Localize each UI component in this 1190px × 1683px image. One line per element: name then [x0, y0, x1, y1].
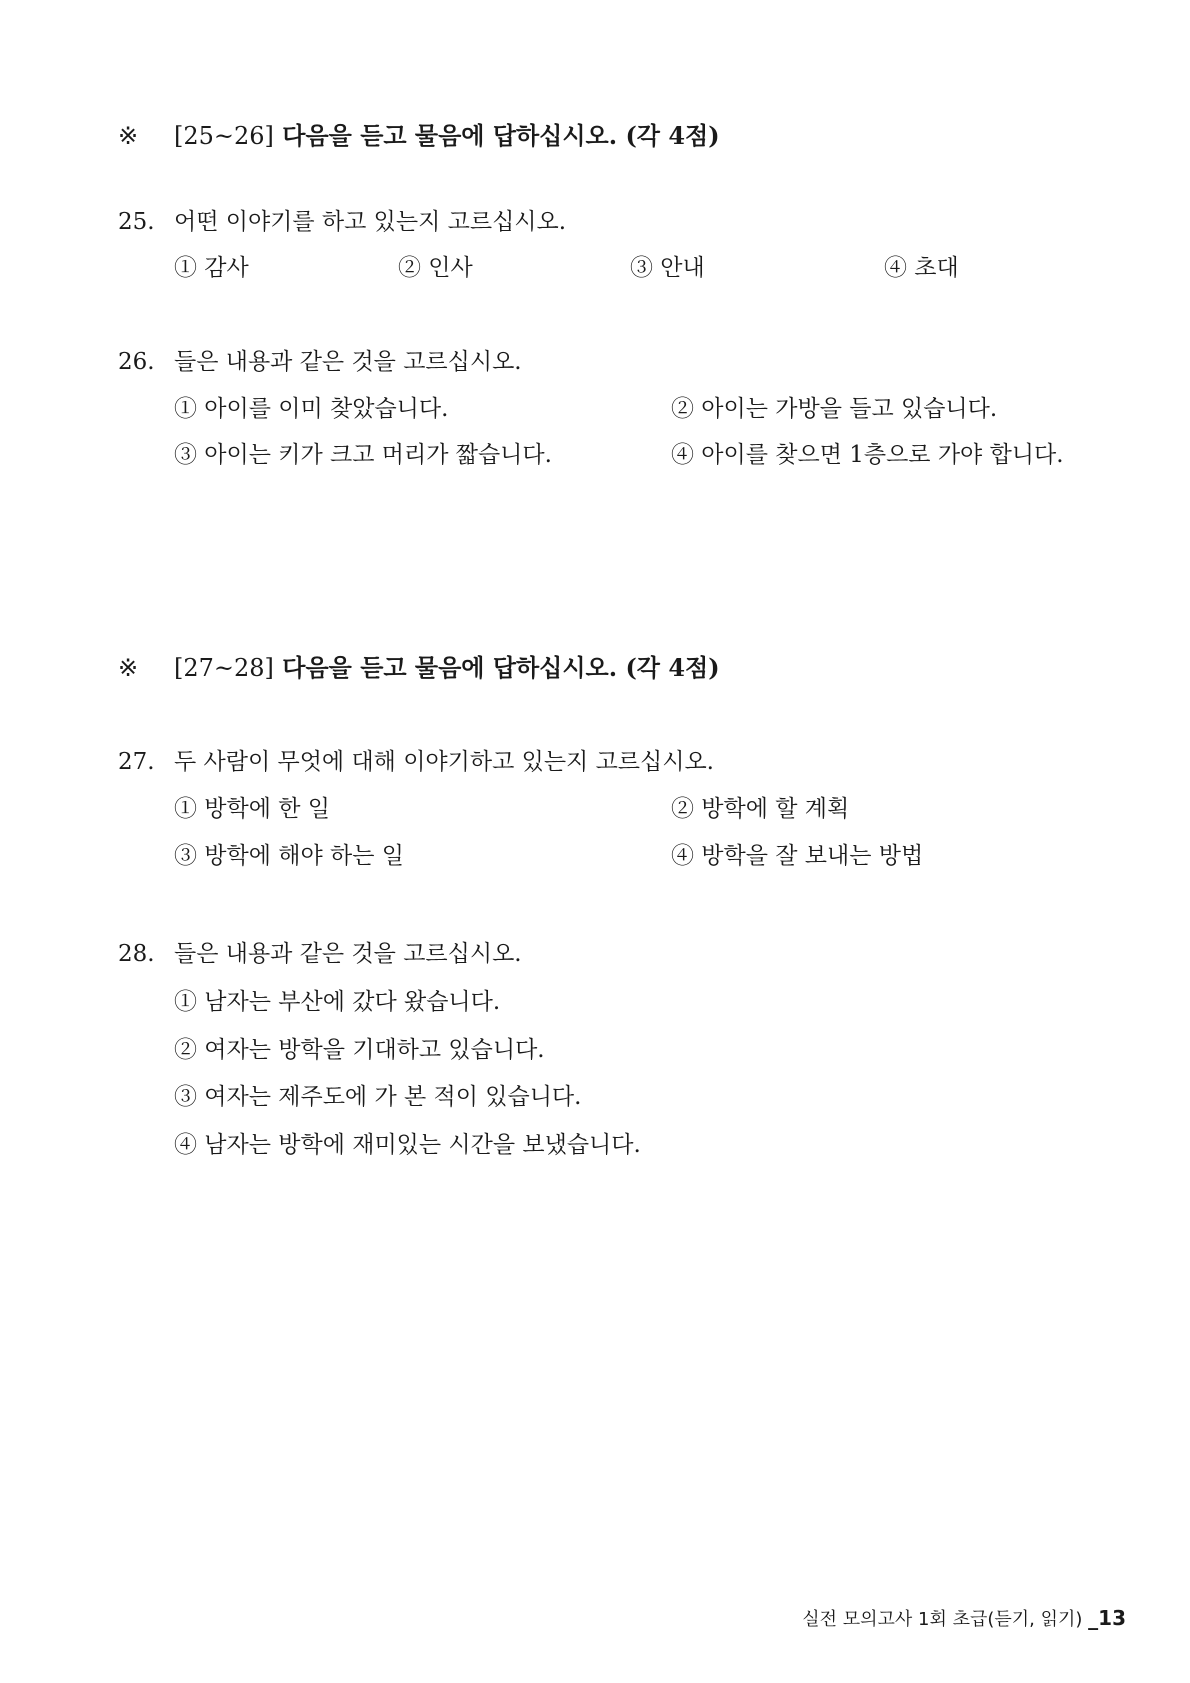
q25-option-1[interactable]: ① 감사 — [174, 255, 249, 281]
question-25 — [118, 203, 566, 236]
question-prompt: 들은 내용과 같은 것을 고르십시오. — [174, 941, 522, 967]
question-number: 25. — [118, 209, 155, 235]
q27-option-2[interactable]: ② 방학에 할 계획 — [671, 796, 850, 822]
q26-option-2[interactable]: ② 아이는 가방을 들고 있습니다. — [671, 396, 998, 422]
page-number: _13 — [1088, 1606, 1126, 1630]
question-26 — [118, 343, 522, 376]
question-range: [25~26] — [174, 122, 274, 150]
page-footer — [802, 1605, 1126, 1631]
q28-option-4[interactable]: ④ 남자는 방학에 재미있는 시간을 보냈습니다. — [174, 1132, 641, 1158]
q27-option-1[interactable]: ① 방학에 한 일 — [174, 796, 331, 822]
q25-option-4[interactable]: ④ 초대 — [884, 255, 959, 281]
q25-option-2[interactable]: ② 인사 — [398, 255, 473, 281]
q28-option-3[interactable]: ③ 여자는 제주도에 가 본 적이 있습니다. — [174, 1084, 582, 1110]
q26-option-3[interactable]: ③ 아이는 키가 크고 머리가 짧습니다. — [174, 442, 552, 468]
question-prompt: 두 사람이 무엇에 대해 이야기하고 있는지 고르십시오. — [174, 749, 714, 775]
section-instruction: 다음을 듣고 물음에 답하십시오. (각 4점) — [282, 121, 720, 150]
q28-option-1[interactable]: ① 남자는 부산에 갔다 왔습니다. — [174, 989, 501, 1015]
question-27 — [118, 743, 714, 776]
q28-option-2[interactable]: ② 여자는 방학을 기대하고 있습니다. — [174, 1037, 545, 1063]
q27-option-3[interactable]: ③ 방학에 해야 하는 일 — [174, 843, 404, 869]
section-instruction: 다음을 듣고 물음에 답하십시오. (각 4점) — [282, 653, 720, 682]
question-number: 28. — [118, 941, 155, 967]
reference-mark: ※ — [118, 122, 139, 150]
question-prompt: 어떤 이야기를 하고 있는지 고르십시오. — [174, 209, 567, 235]
q26-option-4[interactable]: ④ 아이를 찾으면 1층으로 가야 합니다. — [671, 442, 1064, 468]
question-number: 26. — [118, 349, 155, 375]
q27-option-4[interactable]: ④ 방학을 잘 보내는 방법 — [671, 843, 924, 869]
section-header-27-28 — [118, 648, 720, 683]
question-range: [27~28] — [174, 654, 274, 682]
q26-option-1[interactable]: ① 아이를 이미 찾았습니다. — [174, 396, 449, 422]
question-28 — [118, 935, 522, 968]
q25-option-3[interactable]: ③ 안내 — [630, 255, 705, 281]
question-number: 27. — [118, 749, 155, 775]
reference-mark: ※ — [118, 654, 139, 682]
section-header-25-26 — [118, 116, 720, 151]
footer-label: 실전 모의고사 1회 초급(듣기, 읽기) — [802, 1609, 1083, 1630]
question-prompt: 들은 내용과 같은 것을 고르십시오. — [174, 349, 522, 375]
